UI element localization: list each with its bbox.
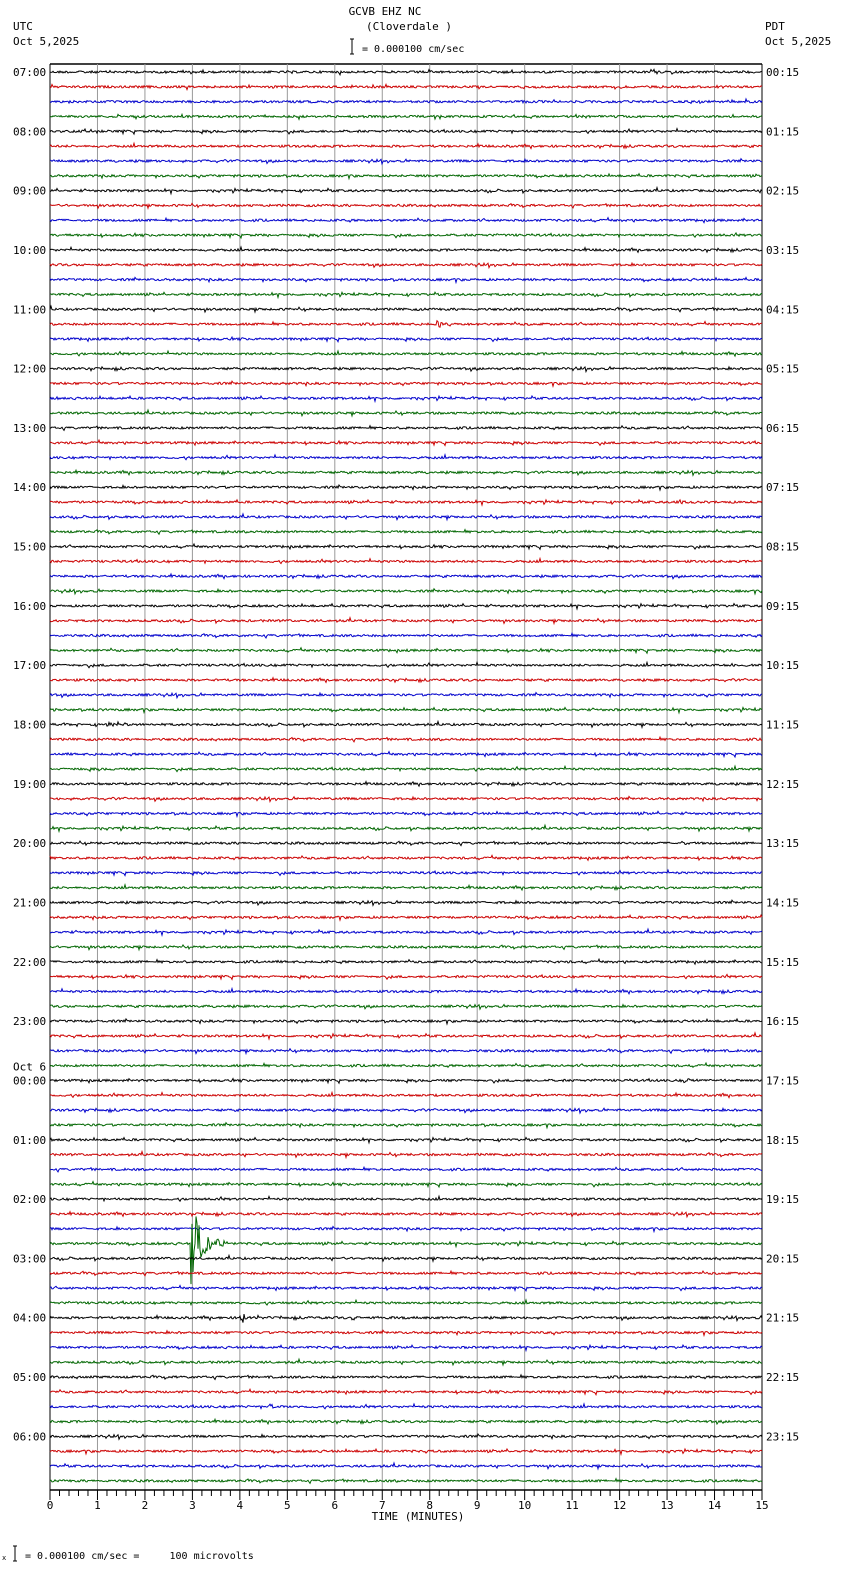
- seismic-trace: [50, 825, 762, 831]
- x-tick-label: 7: [378, 1499, 386, 1512]
- seismic-trace: [50, 1271, 762, 1276]
- seismic-trace: [50, 1404, 762, 1409]
- seismic-trace: [50, 589, 762, 594]
- utc-hour-label: 20:00: [13, 837, 47, 851]
- seismic-trace: [50, 693, 762, 698]
- pdt-hour-label: 11:15: [766, 718, 800, 732]
- seismic-trace: [50, 1345, 762, 1350]
- seismic-trace: [50, 1330, 762, 1335]
- x-axis: [47, 1490, 769, 1512]
- seismic-trace: [50, 1033, 762, 1039]
- seismic-trace: [50, 1389, 762, 1394]
- pdt-hour-label: 03:15: [766, 243, 800, 257]
- x-tick-label: 14: [707, 1499, 722, 1512]
- left-date: Oct 5,2025: [13, 35, 80, 48]
- seismic-trace: [50, 1449, 762, 1454]
- seismic-trace: [50, 945, 762, 950]
- scale-bar-icon: [350, 39, 354, 54]
- pdt-hour-label: 17:15: [766, 1074, 800, 1088]
- seismic-trace: [50, 1167, 762, 1172]
- seismic-trace: [50, 188, 762, 194]
- seismic-trace: [50, 247, 762, 252]
- seismic-trace: [50, 321, 762, 328]
- pdt-hour-label: 18:15: [766, 1133, 800, 1147]
- seismic-trace: [50, 396, 762, 401]
- seismic-trace: [50, 351, 762, 356]
- utc-hour-label: 04:00: [13, 1311, 47, 1325]
- seismic-trace: [50, 514, 762, 520]
- footer-scale-label: = 0.000100 cm/sec = 100 microvolts: [25, 1551, 254, 1562]
- pdt-hour-label: 22:15: [766, 1371, 800, 1385]
- seismic-trace: [50, 1019, 762, 1024]
- traces: [50, 69, 762, 1483]
- utc-hour-label: 13:00: [13, 421, 47, 435]
- seismic-trace: [50, 1063, 762, 1067]
- seismic-trace: [50, 337, 762, 342]
- seismic-trace: [50, 367, 762, 372]
- pdt-hour-label: 12:15: [766, 777, 800, 791]
- utc-hour-label: 09:00: [13, 184, 47, 198]
- seismic-trace: [50, 1182, 762, 1187]
- utc-hour-label: 08:00: [13, 125, 47, 139]
- seismic-trace: [50, 900, 762, 905]
- seismic-trace: [50, 959, 762, 964]
- seismic-trace: [50, 1359, 762, 1365]
- utc-hour-label: 14:00: [13, 481, 47, 495]
- seismic-trace: [50, 708, 762, 713]
- utc-hour-label: 10:00: [13, 243, 47, 257]
- x-tick-label: 4: [236, 1499, 244, 1512]
- seismic-trace: [50, 870, 762, 876]
- seismic-trace: [50, 604, 762, 609]
- pdt-hour-label: 14:15: [766, 896, 800, 910]
- utc-hour-label: 06:00: [13, 1430, 47, 1444]
- seismic-trace: [50, 1196, 762, 1201]
- pdt-hour-label: 07:15: [766, 481, 800, 495]
- left-timezone: UTC: [13, 20, 33, 33]
- pdt-hour-label: 23:15: [766, 1430, 800, 1444]
- seismic-trace: [50, 174, 762, 179]
- seismic-trace: [50, 69, 762, 74]
- seismic-trace: [50, 84, 762, 89]
- pdt-hour-label: 08:15: [766, 540, 800, 554]
- seismic-trace: [50, 737, 762, 742]
- seismic-trace: [50, 989, 762, 994]
- x-axis-label: TIME (MINUTES): [371, 1510, 465, 1523]
- seismic-trace: [50, 648, 762, 653]
- seismic-trace: [50, 1152, 762, 1158]
- seismic-trace: [50, 1079, 762, 1084]
- seismic-trace: [50, 1434, 762, 1439]
- seismic-trace: [50, 426, 762, 431]
- seismic-trace: [50, 678, 762, 683]
- utc-hour-label: 18:00: [13, 718, 47, 732]
- seismic-trace: [50, 811, 762, 816]
- right-date: Oct 5,2025: [765, 35, 832, 48]
- x-tick-label: 6: [331, 1499, 339, 1512]
- utc-hour-label: 00:00: [13, 1074, 47, 1088]
- x-tick-label: 10: [518, 1499, 532, 1512]
- seismic-trace: [50, 263, 762, 268]
- seismic-trace: [50, 455, 762, 460]
- seismic-trace: [50, 1479, 762, 1484]
- seismic-trace: [50, 929, 762, 935]
- utc-hour-label: 03:00: [13, 1252, 47, 1266]
- seismic-trace: [50, 292, 762, 297]
- seismic-trace: [50, 1108, 762, 1113]
- seismic-trace: [50, 143, 762, 148]
- seismic-trace: [50, 1375, 762, 1380]
- seismic-trace: [50, 662, 762, 667]
- seismic-trace: [50, 1227, 762, 1232]
- x-tick-label: 0: [46, 1499, 54, 1512]
- pdt-hour-label: 16:15: [766, 1015, 800, 1029]
- utc-hour-label: 01:00: [13, 1133, 47, 1147]
- right-timezone: PDT: [765, 20, 785, 33]
- seismic-trace: [50, 500, 762, 505]
- seismic-trace: [50, 99, 762, 103]
- utc-hour-label: 11:00: [13, 303, 47, 317]
- seismic-trace: [50, 1212, 762, 1217]
- seismic-trace: [50, 381, 762, 386]
- seismic-trace: [50, 782, 762, 787]
- utc-hour-label: 02:00: [13, 1193, 47, 1207]
- minute-grid: [50, 64, 762, 1490]
- seismic-trace: [50, 203, 762, 208]
- pdt-hour-label: 09:15: [766, 599, 800, 613]
- seismic-trace: [50, 1314, 762, 1323]
- seismic-trace: [50, 1286, 762, 1291]
- utc-hour-label: 15:00: [13, 540, 47, 554]
- seismic-trace: [50, 530, 762, 535]
- chart-subtitle: (Cloverdale ): [365, 20, 453, 33]
- seismic-trace: [50, 114, 762, 119]
- pdt-hour-label: 01:15: [766, 125, 800, 139]
- utc-hour-label: 17:00: [13, 659, 47, 673]
- seismic-trace: [50, 470, 762, 475]
- seismic-trace: [50, 766, 762, 771]
- seismic-trace: [50, 1419, 762, 1424]
- x-tick-label: 11: [565, 1499, 579, 1512]
- seismic-trace: [50, 974, 762, 979]
- pdt-hour-label: 00:15: [766, 66, 800, 79]
- utc-hour-label: 23:00: [13, 1015, 47, 1029]
- chart-title: GCVB EHZ NC: [348, 5, 422, 18]
- pdt-hour-label: 04:15: [766, 303, 800, 317]
- seismic-trace: [50, 841, 762, 846]
- seismic-trace: [50, 218, 762, 223]
- utc-hour-label: 22:00: [13, 955, 47, 969]
- utc-hour-label: 12:00: [13, 362, 47, 376]
- x-tick-label: 1: [94, 1499, 101, 1512]
- pdt-hour-label: 06:15: [766, 421, 800, 435]
- seismic-trace: [50, 796, 762, 801]
- x-tick-label: 12: [612, 1499, 627, 1512]
- utc-hour-label: 21:00: [13, 896, 47, 910]
- x-tick-label: 3: [189, 1499, 196, 1512]
- x-tick-label: 5: [284, 1499, 291, 1512]
- seismic-trace: [50, 1255, 762, 1261]
- pdt-hour-label: 05:15: [766, 362, 800, 376]
- pdt-hour-label: 15:15: [766, 955, 800, 969]
- x-tick-label: 13: [660, 1499, 674, 1512]
- seismic-trace: [50, 559, 762, 564]
- seismic-trace: [50, 885, 762, 890]
- x-tick-label: 8: [426, 1499, 434, 1512]
- pdt-hour-label: 10:15: [766, 659, 800, 673]
- seismic-trace: [50, 1138, 762, 1143]
- utc-hour-label: 07:00: [13, 66, 47, 79]
- pdt-hour-label: 20:15: [766, 1252, 800, 1266]
- seismic-trace: [50, 277, 762, 282]
- x-tick-label: 15: [755, 1499, 769, 1512]
- seismic-trace: [50, 1093, 762, 1098]
- seismic-trace: [50, 485, 762, 490]
- seismic-trace: [50, 129, 762, 135]
- x-tick-label: 2: [141, 1499, 149, 1512]
- pdt-hour-label: 21:15: [766, 1311, 800, 1325]
- seismic-trace: [50, 440, 762, 445]
- seismic-trace: [50, 855, 762, 860]
- seismic-trace: [50, 1123, 762, 1128]
- footer-scale-bar-icon: [13, 1546, 17, 1561]
- seismic-trace: [50, 574, 762, 579]
- pdt-hour-label: 02:15: [766, 184, 800, 198]
- seismic-trace: [50, 618, 762, 624]
- seismic-trace: [50, 1005, 762, 1010]
- pdt-hour-label: 13:15: [766, 837, 800, 851]
- seismic-trace: [50, 306, 762, 312]
- utc-hour-label: 16:00: [13, 599, 47, 613]
- seismic-trace: [50, 1049, 762, 1054]
- x-tick-label: 9: [473, 1499, 481, 1512]
- scale-label: = 0.000100 cm/sec: [362, 44, 465, 55]
- footer-marker: x: [2, 1554, 7, 1562]
- utc-hour-label: 05:00: [13, 1371, 47, 1385]
- seismic-trace: [50, 410, 762, 416]
- seismic-trace: [50, 159, 762, 164]
- seismic-trace: [50, 752, 762, 757]
- seismic-trace: [50, 1300, 762, 1305]
- seismic-trace: [50, 633, 762, 638]
- pdt-hour-label: 19:15: [766, 1193, 800, 1207]
- seismic-trace: [50, 233, 762, 238]
- date-change-label: Oct 6: [13, 1060, 47, 1074]
- seismic-trace: [50, 1463, 762, 1469]
- seismic-trace: [50, 544, 762, 549]
- utc-hour-label: 19:00: [13, 777, 47, 791]
- seismic-trace: [50, 915, 762, 920]
- seismic-trace: [50, 722, 762, 728]
